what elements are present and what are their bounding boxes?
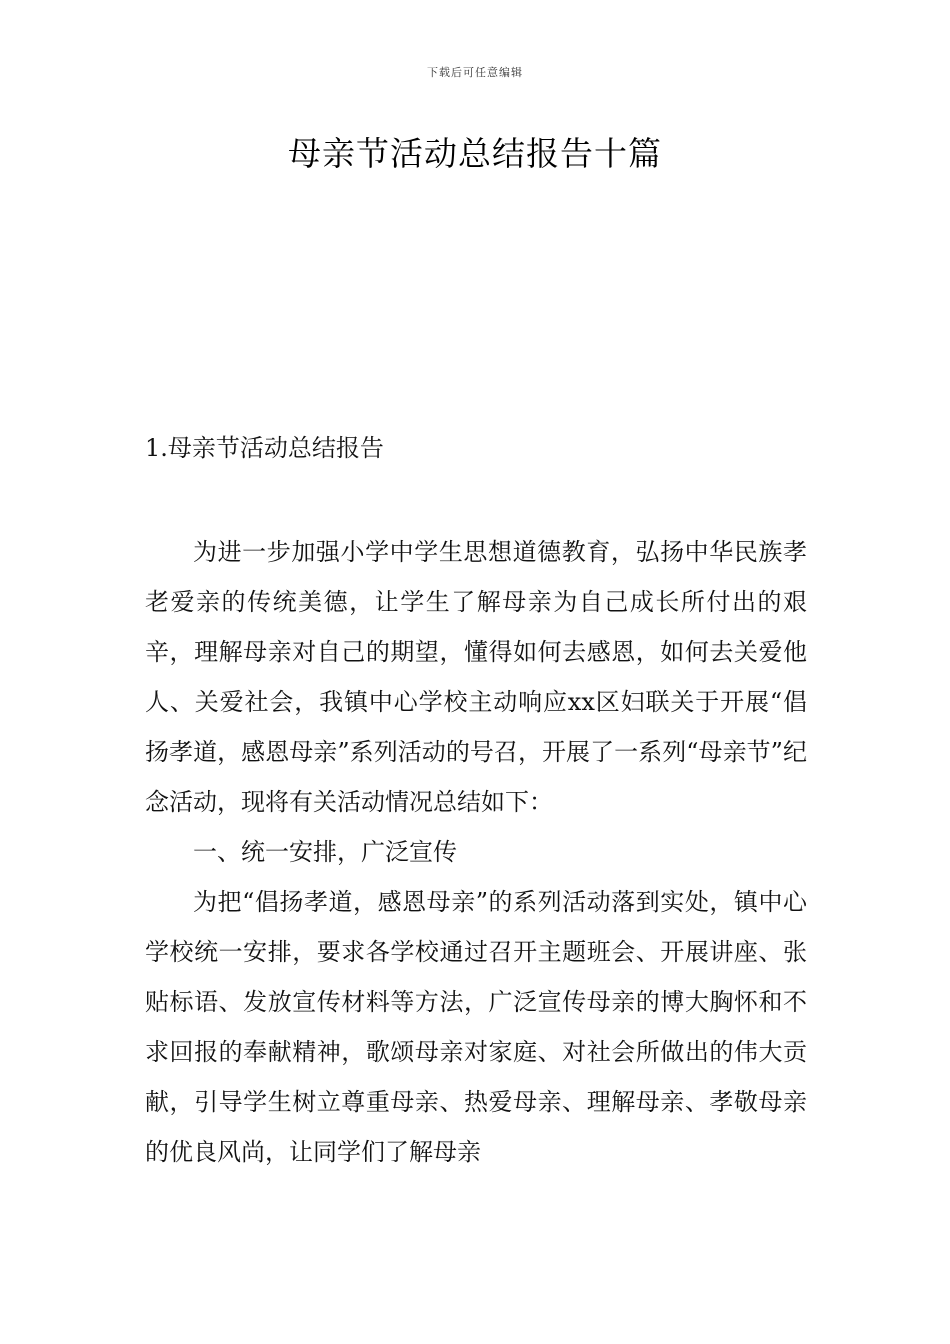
paragraph: 为把“倡扬孝道，感恩母亲”的系列活动落到实处，镇中心学校统一安排，要求各学校通过召开主题班会、开展讲座、张贴标语、发放宣传材料等方法，广泛宣传母亲的博大胸怀和不求回报的奉献精神，歌颂母亲对家庭、对社会所做出的伟大贡献，引导学生树立尊重母亲、热爱母亲、理解母亲、孝敬母亲的优良风尚，让同学们了解母亲 — [145, 888, 807, 1166]
section-heading: 1.母亲节活动总结报告 — [145, 434, 384, 462]
body-text — [145, 527, 807, 1177]
document-title: 母亲节活动总结报告十篇 — [288, 134, 662, 173]
header-note: 下载后可任意编辑 — [427, 66, 523, 79]
paragraph: 为进一步加强小学中学生思想道德教育，弘扬中华民族孝老爱亲的传统美德，让学生了解母亲为自己成长所付出的艰辛，理解母亲对自己的期望，懂得如何去感恩，如何去关爱他人、关爱社会，我镇中心学校主动响应xx区妇联关于开展“倡扬孝道，感恩母亲”系列活动的号召，开展了一系列“母亲节”纪念活动，现将有关活动情况总结如下： — [145, 538, 807, 816]
paragraph: 一、统一安排，广泛宣传 — [193, 838, 457, 866]
